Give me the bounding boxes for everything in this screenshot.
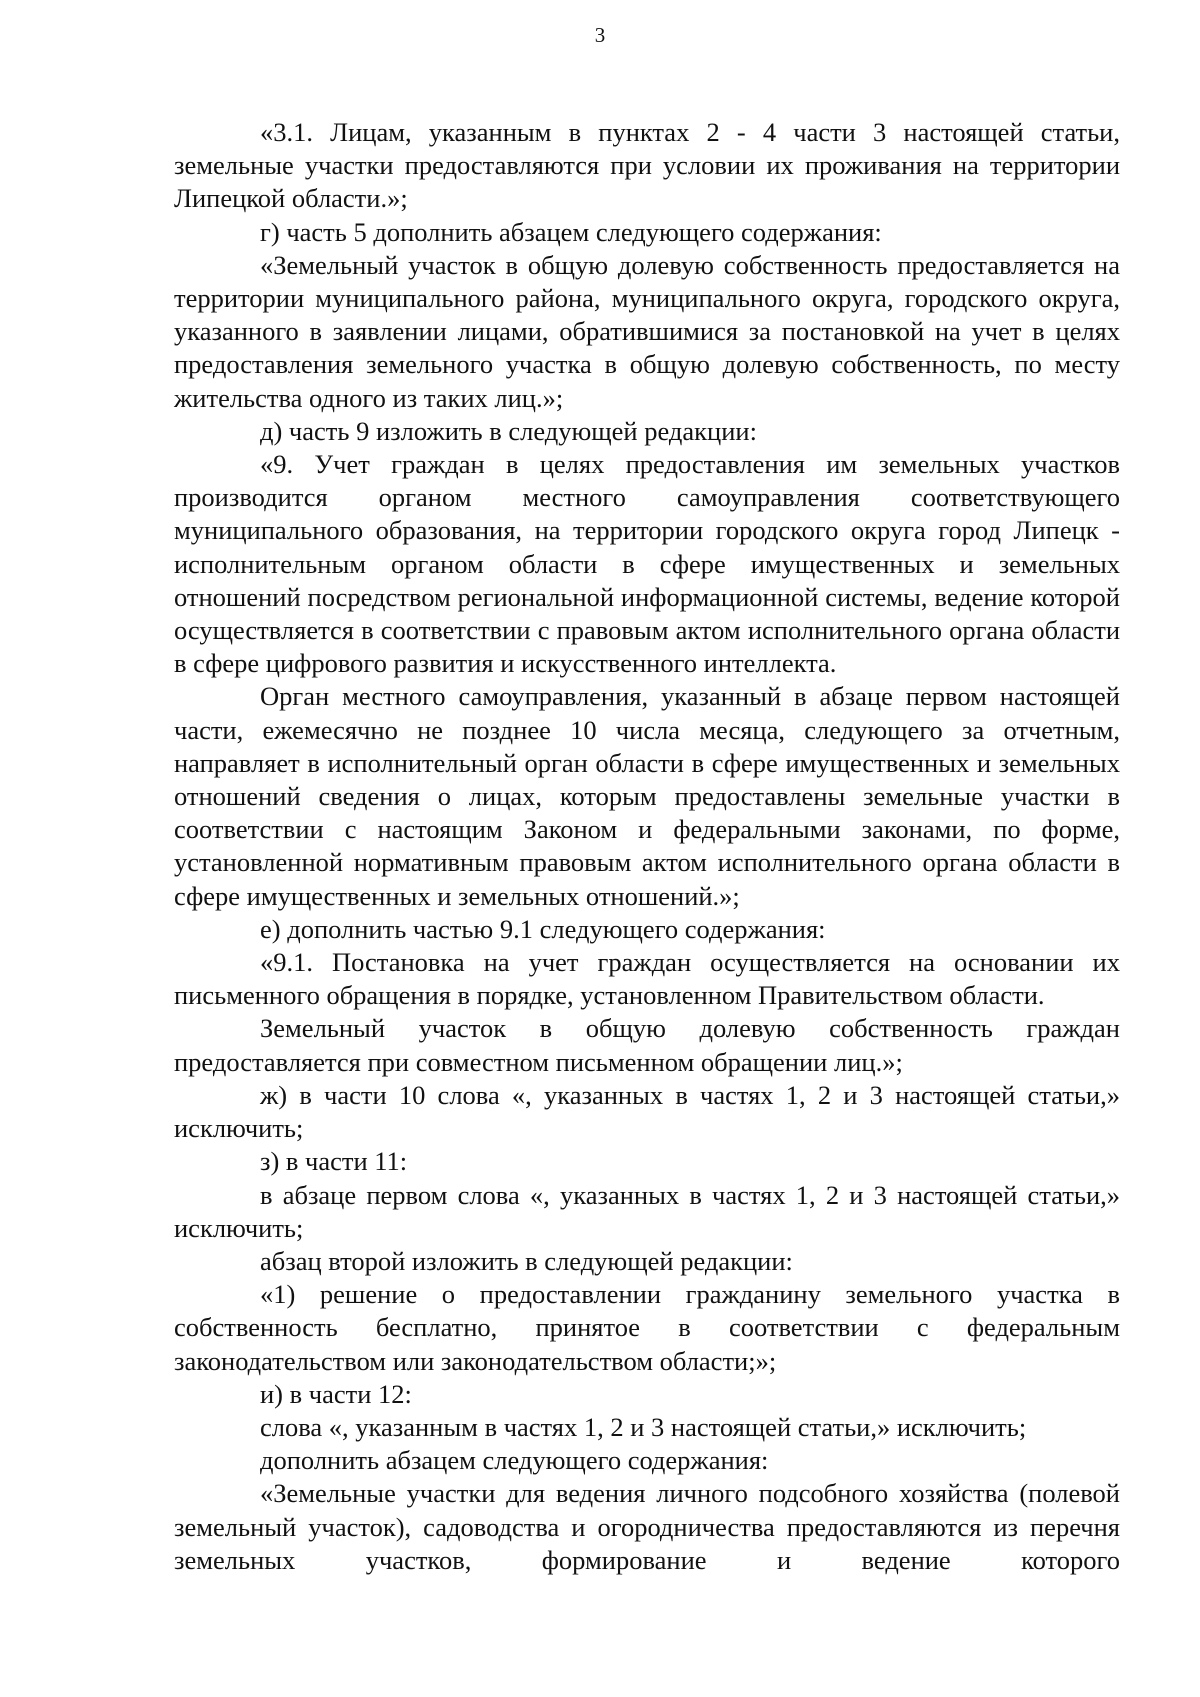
page-number: 3: [594, 23, 606, 47]
paragraph-item-d: д) часть 9 изложить в следующей редакции:: [260, 415, 757, 446]
paragraph-item-i: и) в части 12:: [260, 1378, 412, 1409]
paragraph-shared-ownership-territory: «Земельный участок в общую долевую собственность предоставляется на территории муниципального района, муниципального округа, городского округа, указанного в заявлении лицами, обратившимися за постановкой на учет в целях предоставления земельного участка в общую долевую собственность, по месту жительства одного из таких лиц.»;: [174, 249, 1120, 413]
paragraph-land-list: «Земельные участки для ведения личного подсобного хозяйства (полевой земельный участок), садоводства и огородничества предоставляются из перечня земельных участков, формирование и ведение которого: [174, 1478, 1120, 1575]
paragraph-part-9-monthly-report: Орган местного самоуправления, указанный в абзаце первом настоящей части, ежемесячно не позднее 10 числа месяца, следующего за отчетным, направляет в исполнительный орган области в сфере имущественных и земельных отношений сведения о лицах, которым предоставлены земельные участки в соответствии с настоящим Законом и федеральными законами, по форме, установленной нормативным правовым актом исполнительного органа области в сфере имущественных и земельных отношений.»;: [174, 681, 1120, 911]
paragraph-item-z: з) в части 11:: [260, 1146, 408, 1177]
paragraph-item-e: е) дополнить частью 9.1 следующего содержания:: [260, 913, 826, 944]
paragraph-part-12-add: дополнить абзацем следующего содержания:: [260, 1445, 769, 1476]
paragraph-item-zh: ж) в части 10 слова «, указанных в частях 1, 2 и 3 настоящей статьи,» исключить;: [174, 1079, 1120, 1144]
paragraph-3-1-residence: «3.1. Лицам, указанным в пунктах 2 - 4 части 3 настоящей статьи, земельные участки предоставляются при условии их проживания на территории Липецкой области.»;: [174, 117, 1120, 214]
paragraph-decision-free-ownership: «1) решение о предоставлении гражданину земельного участка в собственность бесплатно, принятое в соответствии с федеральным законодательством или законодательством области;»;: [174, 1279, 1120, 1376]
document-body: [174, 116, 1120, 1577]
paragraph-part-11-second: абзац второй изложить в следующей редакции:: [260, 1245, 793, 1276]
paragraph-part-11-first: в абзаце первом слова «, указанных в частях 1, 2 и 3 настоящей статьи,» исключить;: [174, 1179, 1120, 1243]
paragraph-part-9-1-registration: «9.1. Постановка на учет граждан осуществляется на основании их письменного обращения в порядке, установленном Правительством области.: [174, 947, 1120, 1011]
paragraph-item-g: г) часть 5 дополнить абзацем следующего содержания:: [260, 216, 882, 247]
paragraph-part-9-1-joint-request: Земельный участок в общую долевую собственность граждан предоставляется при совместном письменном обращении лиц.»;: [174, 1013, 1120, 1077]
paragraph-part-12-words: слова «, указанным в частях 1, 2 и 3 настоящей статьи,» исключить;: [260, 1411, 1027, 1442]
paragraph-part-9-accounting: «9. Учет граждан в целях предоставления им земельных участков производится органом местного самоуправления соответствующего муниципального образования, на территории городского округа город Липецк - исполнительным органом области в сфере имущественных и земельных отношений посредством региональной информационной системы, ведение которой осуществляется в соответствии с правовым актом исполнительного органа области в сфере цифрового развития и искусственного интеллекта.: [174, 449, 1120, 679]
